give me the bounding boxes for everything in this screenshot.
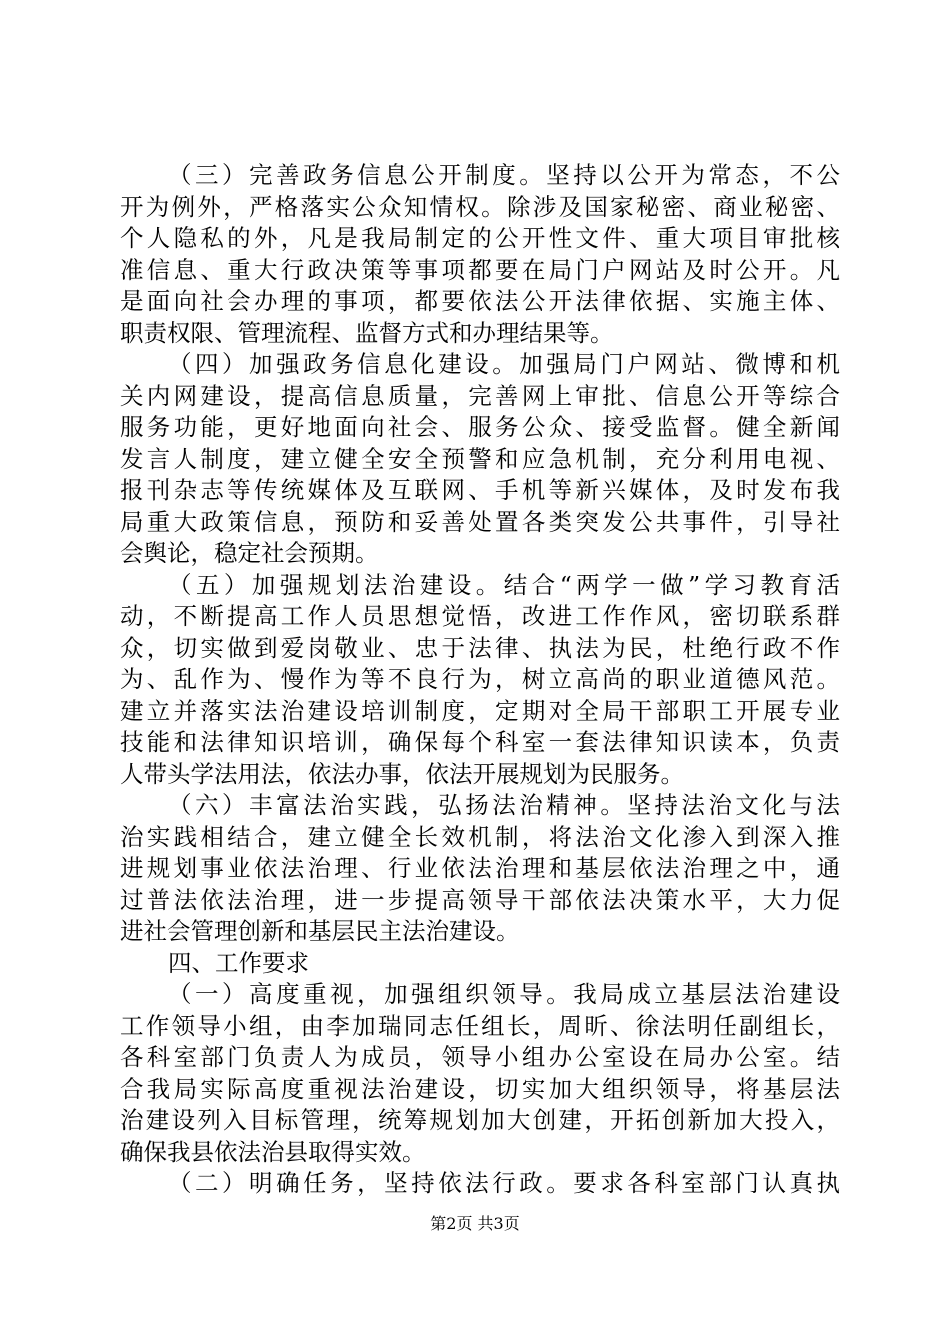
text-line: （六）丰富法治实践，弘扬法治精神。坚持法治文化与法 [168, 791, 840, 819]
text-line: 建立并落实法治建设培训制度，定期对全局干部职工开展专业 [120, 696, 840, 725]
text-line: （三）完善政务信息公开制度。坚持以公开为常态，不公 [168, 161, 840, 189]
text-line: 为、乱作为、慢作为等不良行为，树立高尚的职业道德风范。 [120, 665, 840, 693]
text-line: 众，切实做到爱岗敬业、忠于法律、执法为民，杜绝行政不作 [120, 633, 840, 662]
text-line: 治实践相结合，建立健全长效机制，将法治文化渗入到深入推 [120, 822, 840, 851]
text-line: 各科室部门负责人为成员，领导小组办公室设在局办公室。结 [120, 1043, 840, 1071]
text-line: 治建设列入目标管理，统筹规划加大创建，开拓创新加大投入， [120, 1106, 840, 1134]
text-line: 局重大政策信息，预防和妥善处置各类突发公共事件，引导社 [120, 507, 840, 536]
document-body [120, 160, 840, 1200]
text-line: 技能和法律知识培训，确保每个科室一套法律知识读本，负责 [120, 728, 840, 756]
text-line: （四）加强政务信息化建设。加强局门户网站、微博和机 [168, 350, 840, 378]
text-line: 报刊杂志等传统媒体及互联网、手机等新兴媒体，及时发布我 [120, 476, 840, 504]
text-line: 进社会管理创新和基层民主法治建设。 [120, 917, 520, 945]
text-line: 发言人制度，建立健全安全预警和应急机制，充分利用电视、 [120, 444, 840, 473]
text-line: 关内网建设，提高信息质量，完善网上审批、信息公开等综合 [120, 381, 840, 410]
text-line: 人带头学法用法，依法办事，依法开展规划为民服务。 [120, 759, 684, 788]
text-line: 工作领导小组，由李加瑞同志任组长，周昕、徐法明任副组长， [120, 1011, 840, 1040]
text-line: （五）加强规划法治建设。结合“两学一做”学习教育活 [168, 570, 840, 599]
text-line: 会舆论，稳定社会预期。 [120, 539, 379, 567]
text-line: 准信息、重大行政决策等事项都要在局门户网站及时公开。凡 [120, 255, 840, 284]
text-line: 四、工作要求 [168, 948, 309, 977]
text-line: （二）明确任务，坚持依法行政。要求各科室部门认真执 [168, 1169, 840, 1197]
text-line: 确保我县依法治县取得实效。 [120, 1137, 426, 1166]
text-line: 服务功能，更好地面向社会、服务公众、接受监督。健全新闻 [120, 413, 840, 441]
text-line: 进规划事业依法治理、行业依法治理和基层依法治理之中，通 [120, 854, 840, 882]
page-footer: 第2页 共3页 [430, 1214, 520, 1233]
text-line: 职责权限、管理流程、监督方式和办理结果等。 [120, 318, 614, 347]
text-line: 个人隐私的外，凡是我局制定的公开性文件、重大项目审批核 [120, 224, 840, 252]
text-line: （一）高度重视，加强组织领导。我局成立基层法治建设 [168, 980, 840, 1008]
text-line: 过普法依法治理，进一步提高领导干部依法决策水平，大力促 [120, 885, 840, 914]
text-line: 合我局实际高度重视法治建设，切实加大组织领导，将基层法 [120, 1074, 840, 1103]
text-line: 开为例外，严格落实公众知情权。除涉及国家秘密、商业秘密、 [120, 192, 840, 221]
text-line: 动，不断提高工作人员思想觉悟，改进工作作风，密切联系群 [120, 602, 840, 630]
text-line: 是面向社会办理的事项，都要依法公开法律依据、实施主体、 [120, 287, 840, 315]
